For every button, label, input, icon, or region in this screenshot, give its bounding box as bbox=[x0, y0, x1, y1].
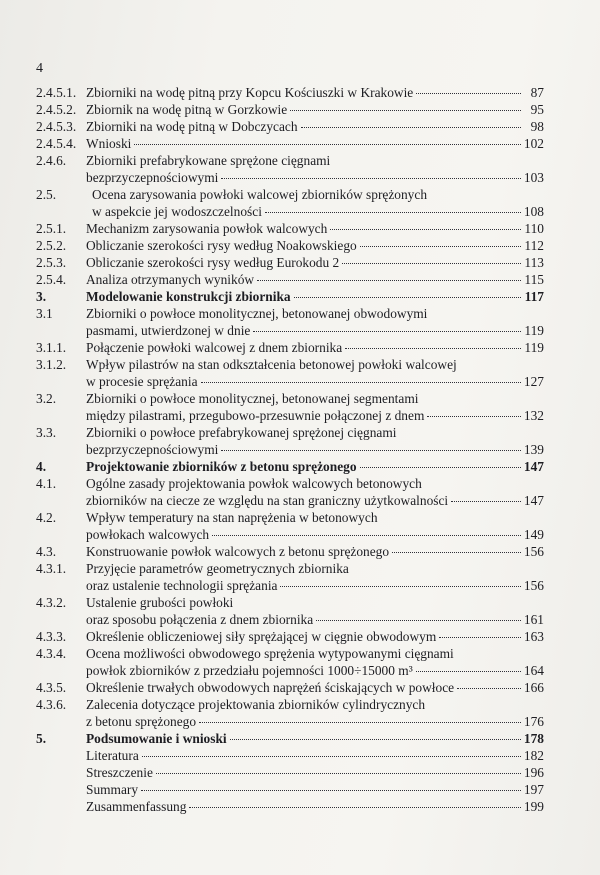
toc-entry-page: 95 bbox=[530, 102, 544, 117]
toc-entry-page: 147 bbox=[523, 459, 544, 474]
dot-leader bbox=[156, 773, 521, 774]
toc-entry-number: 4.3.2. bbox=[36, 595, 67, 610]
toc-entry-title-line: Konstruowanie powłok walcowych z betonu sprężonego bbox=[86, 544, 390, 559]
dot-leader bbox=[301, 127, 521, 128]
toc-entry-title-line: Połączenie powłoki walcowej z dnem zbiornika bbox=[86, 340, 343, 355]
dot-leader bbox=[142, 756, 521, 757]
toc-entry-title-line: Zbiorniki na wodę pitną w Dobczycach bbox=[86, 119, 298, 134]
toc-entry-number: 2.5.4. bbox=[36, 272, 67, 287]
toc-entry-title-line: w aspekcie jej wodoszczelności bbox=[92, 204, 262, 219]
toc-entry-title-line: między pilastrami, przegubowo-przesuwnie połączonej z dnem bbox=[86, 408, 425, 423]
toc-entry-number: 2.4.5.4. bbox=[36, 136, 77, 151]
toc-entry-number: 4.1. bbox=[36, 476, 57, 491]
toc-entry bbox=[0, 152, 600, 186]
toc-entry-number: 4.3. bbox=[36, 544, 57, 559]
dot-leader bbox=[427, 416, 521, 417]
toc-entry bbox=[0, 135, 600, 152]
toc-entry-number: 2.4.5.2. bbox=[36, 102, 77, 117]
dot-leader bbox=[189, 807, 520, 808]
toc-entry-number: 4. bbox=[36, 459, 47, 474]
toc-entry-page: 127 bbox=[523, 374, 544, 389]
toc-entry-page: 117 bbox=[524, 289, 544, 304]
toc-entry-title-line: Analiza otrzymanych wyników bbox=[86, 272, 255, 287]
toc-entry-page: 110 bbox=[524, 221, 544, 236]
dot-leader bbox=[451, 501, 521, 502]
toc-entry-title-line: oraz sposobu połączenia z dnem zbiornika bbox=[86, 612, 314, 627]
toc-entry-page: 197 bbox=[523, 782, 544, 797]
toc-entry bbox=[0, 628, 600, 645]
toc-entry-title-line: Zbiorniki na wodę pitną przy Kopcu Kościuszki w Krakowie bbox=[86, 85, 414, 100]
toc-entry-title-line: Obliczanie szerokości rysy według Noakowskiego bbox=[86, 238, 357, 253]
toc-entry bbox=[0, 696, 600, 730]
toc-entry-page: 166 bbox=[523, 680, 544, 695]
dot-leader bbox=[330, 229, 521, 230]
toc-entry bbox=[0, 390, 600, 424]
toc-entry bbox=[0, 747, 600, 764]
dot-leader bbox=[416, 93, 521, 94]
dot-leader bbox=[257, 280, 521, 281]
dot-leader bbox=[316, 620, 521, 621]
toc-entry-page: 156 bbox=[523, 578, 544, 593]
toc-entry bbox=[0, 101, 600, 118]
toc-entry-page: 199 bbox=[523, 799, 544, 814]
toc-entry-page: 164 bbox=[523, 663, 544, 678]
toc-entry-page: 176 bbox=[523, 714, 544, 729]
toc-entry-title-line: oraz ustalenie technologii sprężania bbox=[86, 578, 278, 593]
toc-entry-number: 2.5.2. bbox=[36, 238, 67, 253]
toc-entry-number: 3.1.2. bbox=[36, 357, 67, 372]
toc-entry-title-line: Zalecenia dotyczące projektowania zbiorników cylindrycznych bbox=[86, 697, 426, 712]
dot-leader bbox=[134, 144, 521, 145]
toc-entry-title-line: Zbiorniki o powłoce monolitycznej, betonowanej obwodowymi bbox=[86, 306, 428, 321]
toc-entry-page: 102 bbox=[523, 136, 544, 151]
toc-entry-page: 108 bbox=[523, 204, 544, 219]
toc-entry bbox=[0, 118, 600, 135]
toc-entry bbox=[0, 679, 600, 696]
toc-entry bbox=[0, 560, 600, 594]
toc-entry-title-line: bezprzyczepnościowymi bbox=[86, 170, 219, 185]
toc-entry-page: 156 bbox=[523, 544, 544, 559]
dot-leader bbox=[212, 535, 521, 536]
dot-leader bbox=[221, 178, 521, 179]
toc-entry bbox=[0, 237, 600, 254]
toc-entry-number: 4.3.5. bbox=[36, 680, 67, 695]
toc-entry-number: 4.2. bbox=[36, 510, 57, 525]
toc-entry-title-line: Ocena zarysowania powłoki walcowej zbiorników sprężonych bbox=[92, 187, 428, 202]
toc-entry-title-line: Ogólne zasady projektowania powłok walcowych betonowych bbox=[86, 476, 422, 491]
toc-entry bbox=[0, 356, 600, 390]
dot-leader bbox=[392, 552, 521, 553]
dot-leader bbox=[345, 348, 521, 349]
toc-entry-title-line: Summary bbox=[86, 782, 139, 797]
toc-entry-title-line: z betonu sprężonego bbox=[86, 714, 197, 729]
dot-leader bbox=[360, 246, 521, 247]
toc-entry-title-line: Zbiorniki prefabrykowane sprężone cięgnami bbox=[86, 153, 331, 168]
toc-entry-title-line: Ocena możliwości obwodowego sprężenia wytypowanymi cięgnami bbox=[86, 646, 454, 661]
table-of-contents bbox=[0, 84, 600, 815]
toc-entry-page: 163 bbox=[523, 629, 544, 644]
toc-entry-number: 4.3.4. bbox=[36, 646, 67, 661]
toc-entry-page: 103 bbox=[523, 170, 544, 185]
toc-entry-number: 4.3.6. bbox=[36, 697, 67, 712]
toc-entry bbox=[0, 730, 600, 747]
toc-entry-page: 119 bbox=[524, 323, 544, 338]
toc-entry-page: 147 bbox=[523, 493, 544, 508]
dot-leader bbox=[457, 688, 521, 689]
toc-entry-title-line: zbiorników na ciecze ze względu na stan graniczny użytkowalności bbox=[86, 493, 449, 508]
dot-leader bbox=[141, 790, 521, 791]
toc-entry-title-line: Ustalenie grubości powłoki bbox=[86, 595, 234, 610]
toc-entry-page: 139 bbox=[523, 442, 544, 457]
toc-entry-number: 3.3. bbox=[36, 425, 57, 440]
dot-leader bbox=[221, 450, 521, 451]
toc-entry-number: 5. bbox=[36, 731, 47, 746]
toc-entry-page: 98 bbox=[530, 119, 544, 134]
toc-entry-page: 87 bbox=[530, 85, 544, 100]
toc-entry-title-line: Przyjęcie parametrów geometrycznych zbiornika bbox=[86, 561, 349, 576]
toc-entry-page: 113 bbox=[524, 255, 544, 270]
toc-entry-number: 4.3.1. bbox=[36, 561, 67, 576]
toc-entry-title-line: Zbiorniki o powłoce prefabrykowanej sprężonej cięgnami bbox=[86, 425, 397, 440]
toc-entry bbox=[0, 458, 600, 475]
dot-leader bbox=[416, 671, 521, 672]
toc-entry-page: 196 bbox=[523, 765, 544, 780]
toc-entry-title-line: powłok zbiorników z przedziału pojemności 1000÷15000 m³ bbox=[86, 663, 413, 678]
toc-entry bbox=[0, 543, 600, 560]
toc-entry-title-line: Wnioski bbox=[86, 136, 132, 151]
toc-entry-title-line: powłokach walcowych bbox=[86, 527, 210, 542]
dot-leader bbox=[253, 331, 521, 332]
dot-leader bbox=[294, 297, 521, 298]
toc-entry-title-line: Streszczenie bbox=[86, 765, 153, 780]
toc-entry-title-line: bezprzyczepnościowymi bbox=[86, 442, 219, 457]
toc-entry-title-line: Określenie trwałych obwodowych naprężeń ściskających w powłoce bbox=[86, 680, 455, 695]
toc-entry bbox=[0, 424, 600, 458]
toc-entry bbox=[0, 220, 600, 237]
toc-entry-number: 2.4.6. bbox=[36, 153, 67, 168]
toc-entry-title-line: w procesie sprężania bbox=[86, 374, 198, 389]
toc-entry-page: 132 bbox=[523, 408, 544, 423]
toc-entry-number: 4.3.3. bbox=[36, 629, 67, 644]
toc-entry-page: 161 bbox=[523, 612, 544, 627]
toc-entry-title-line: Zbiorniki o powłoce monolitycznej, betonowanej segmentami bbox=[86, 391, 419, 406]
toc-entry bbox=[0, 271, 600, 288]
toc-entry-number: 3.1.1. bbox=[36, 340, 67, 355]
toc-entry-page: 178 bbox=[523, 731, 544, 746]
dot-leader bbox=[360, 467, 521, 468]
toc-entry bbox=[0, 645, 600, 679]
toc-entry bbox=[0, 475, 600, 509]
dot-leader bbox=[280, 586, 520, 587]
page-number: 4 bbox=[36, 61, 43, 76]
toc-entry bbox=[0, 594, 600, 628]
toc-entry-title-line: Literatura bbox=[86, 748, 139, 763]
toc-entry bbox=[0, 509, 600, 543]
toc-entry-number: 2.4.5.1. bbox=[36, 85, 77, 100]
toc-entry-page: 112 bbox=[524, 238, 544, 253]
toc-entry bbox=[0, 798, 600, 815]
toc-entry-number: 2.5. bbox=[36, 187, 57, 202]
dot-leader bbox=[439, 637, 521, 638]
toc-entry bbox=[0, 186, 600, 220]
toc-entry-number: 2.5.3. bbox=[36, 255, 67, 270]
toc-entry-title-line: Projektowanie zbiorników z betonu sprężonego bbox=[86, 459, 357, 474]
dot-leader bbox=[230, 739, 521, 740]
toc-entry-number: 3.2. bbox=[36, 391, 57, 406]
toc-entry-page: 119 bbox=[524, 340, 544, 355]
toc-entry-title-line: Wpływ pilastrów na stan odkształcenia betonowej powłoki walcowej bbox=[86, 357, 457, 372]
toc-entry-title-line: Modelowanie konstrukcji zbiornika bbox=[86, 289, 291, 304]
toc-entry-title-line: Mechanizm zarysowania powłok walcowych bbox=[86, 221, 328, 236]
toc-entry-page: 149 bbox=[523, 527, 544, 542]
toc-entry bbox=[0, 305, 600, 339]
toc-entry bbox=[0, 84, 600, 101]
toc-entry-title-line: pasmami, utwierdzonej w dnie bbox=[86, 323, 251, 338]
toc-entry bbox=[0, 288, 600, 305]
toc-entry bbox=[0, 254, 600, 271]
toc-entry-number: 2.4.5.3. bbox=[36, 119, 77, 134]
toc-entry-title-line: Zbiornik na wodę pitną w Gorzkowie bbox=[86, 102, 288, 117]
toc-entry-number: 2.5.1. bbox=[36, 221, 67, 236]
toc-entry-number: 3. bbox=[36, 289, 47, 304]
toc-entry-number: 3.1 bbox=[36, 306, 53, 321]
toc-entry-title-line: Podsumowanie i wnioski bbox=[86, 731, 227, 746]
dot-leader bbox=[290, 110, 521, 111]
toc-entry-page: 182 bbox=[523, 748, 544, 763]
toc-entry bbox=[0, 764, 600, 781]
toc-entry-title-line: Określenie obliczeniowej siły sprężającej w cięgnie obwodowym bbox=[86, 629, 437, 644]
toc-entry-page: 115 bbox=[524, 272, 544, 287]
dot-leader bbox=[265, 212, 521, 213]
toc-entry bbox=[0, 339, 600, 356]
dot-leader bbox=[342, 263, 521, 264]
toc-entry-title-line: Zusammenfassung bbox=[86, 799, 187, 814]
toc-entry-title-line: Obliczanie szerokości rysy według Eurokodu 2 bbox=[86, 255, 340, 270]
toc-entry-title-line: Wpływ temperatury na stan naprężenia w betonowych bbox=[86, 510, 378, 525]
toc-entry bbox=[0, 781, 600, 798]
dot-leader bbox=[201, 382, 521, 383]
dot-leader bbox=[199, 722, 521, 723]
